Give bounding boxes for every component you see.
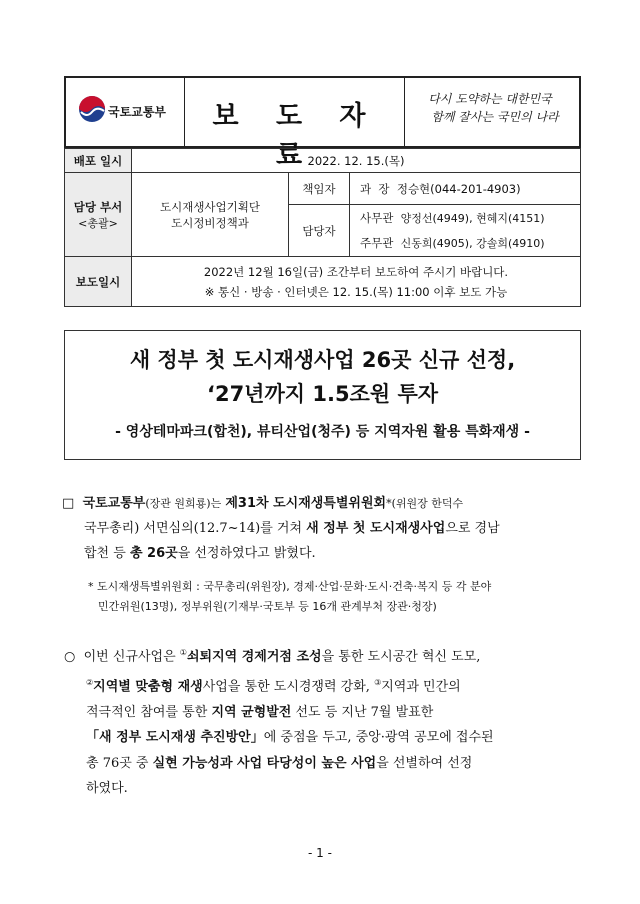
slogan-line-1: 다시 도약하는 대한민국 [428,92,552,106]
square-bullet: □ [62,496,75,511]
dept-name-cell [132,173,289,257]
report-time-line-1: 2022년 12월 16일(금) 조간부터 보도하여 주시기 바랍니다. [203,264,509,279]
p2-text-f: 지역과 민간의 [381,679,461,695]
p1-text-a: 국토교통부 [82,496,146,511]
dept-name-2: 도시정비정책과 [171,215,249,230]
p1-text-d: *(위원장 한덕수 [386,497,464,510]
responsible-title: 과 장 [360,181,390,196]
staff-title-2: 주무관 [360,236,394,251]
paragraph-2 [64,640,589,802]
p2-text-i: 선도 등 지난 7월 발표한 [295,704,434,720]
p1-text-g: 으로 경남 [445,521,500,536]
press-release-title: 보 도 자 료 [212,101,380,171]
page-number: - 1 - [308,846,332,860]
paragraph-2-line-2 [64,670,589,700]
responsible-cell [350,173,581,205]
p2-economic-hub: 쇠퇴지역 경제거점 조성 [186,649,322,665]
paragraph-1-line-1 [62,491,587,516]
p2-num-3: ③ [374,677,382,687]
release-info-table [64,148,581,307]
p1-committee: 제31차 도시재생특별위원회 [225,496,387,511]
p2-text-o: 을 선별하여 선정 [376,755,473,771]
staff-row-1 [350,205,581,231]
paragraph-2-line-5 [64,751,589,777]
paragraph-2-line-1 [64,640,589,670]
p2-text-l: 총 76곳 중 [86,755,149,771]
responsible-person: 정승현(044-201-4903) [396,181,521,196]
paragraph-2-line-4 [64,725,589,751]
p2-balanced-development: 지역 균형발전 [211,704,292,720]
headline-box [64,330,581,460]
p2-new-plan: 「새 정부 도시재생 추진방안」 [86,730,264,746]
circle-bullet: ○ [64,649,76,665]
staff-names-2: 신동희(4905), 강솔희(4910) [400,237,545,251]
p1-text-e: 국무총리) 서면심의(12.7~14)를 거쳐 [84,521,302,536]
report-time-label: 보도일시 [65,257,132,307]
paragraph-2-line-3 [64,700,589,726]
report-time-cell [132,257,581,307]
p2-num-2: ② [86,677,94,687]
note-line-2: 민간위원(13명), 정부위원(기재부·국토부 등 16개 관계부처 장관·청장) [98,600,437,613]
staff-label: 담당자 [289,205,350,257]
dept-label: 담당 부서 [73,199,123,214]
headline-subtitle: - 영상테마파크(합천), 뷰티산업(청주) 등 지역자원 활용 특화재생 - [115,424,530,440]
p2-text-k: 에 중점을 두고, 중앙·광역 공모에 접수된 [263,730,494,746]
p2-customized: 지역별 맞춤형 재생 [93,679,203,695]
p1-text-b: (장관 원희룡)는 [145,497,222,510]
committee-note [88,577,588,617]
paragraph-1-line-2 [62,516,587,541]
p2-text-e: 사업을 통한 도시경쟁력 강화, [202,679,370,695]
p2-num-1: ① [179,648,187,657]
staff-title-1: 사무관 [360,210,394,225]
p2-text-g: 적극적인 참여를 통한 [86,704,208,720]
paragraph-2-line-6: 하였다. [86,781,128,797]
dept-label-cell [65,173,132,257]
dept-sub-label: <총괄> [78,216,118,230]
paragraph-1-line-3 [62,541,587,566]
p1-text-j: 을 선정하였다고 밝혔다. [177,546,316,561]
p1-total: 총 26곳 [129,546,178,561]
release-date-value: 2022. 12. 15.(목) [132,149,581,173]
release-date-label: 배포 일시 [65,149,132,173]
government-emblem-icon [78,95,106,123]
responsible-label: 책임자 [289,173,350,205]
staff-row-2 [350,231,581,257]
paragraph-1 [62,491,587,566]
report-time-line-2: ※ 통신 · 방송 · 인터넷은 12. 15.(목) 11:00 이후 보도 가능 [204,284,508,299]
note-line-1: * 도시재생특별위원회 : 국무총리(위원장), 경제·산업·문화·도시·건축·복지 등 각 분야 [88,580,492,593]
dept-name-1: 도시재생사업기획단 [160,199,260,214]
p2-text-c: 을 통한 도시공간 혁신 도모, [321,649,481,665]
p1-first-project: 새 정부 첫 도시재생사업 [306,521,446,536]
p1-text-h: 합천 등 [84,546,126,561]
staff-names-1: 양정선(4949), 현혜지(4151) [400,211,545,225]
ministry-name: 국토교통부 [108,105,166,119]
headline-line-2: ‘27년까지 1.5조원 투자 [206,382,439,406]
p2-feasibility: 실현 가능성과 사업 타당성이 높은 사업 [152,755,377,771]
headline-line-1: 새 정부 첫 도시재생사업 26곳 신규 선정, [129,348,516,372]
slogan-line-2: 함께 잘사는 국민의 나라 [431,110,559,124]
slogan [406,90,574,126]
p2-text-a: 이번 신규사업은 [83,649,176,665]
